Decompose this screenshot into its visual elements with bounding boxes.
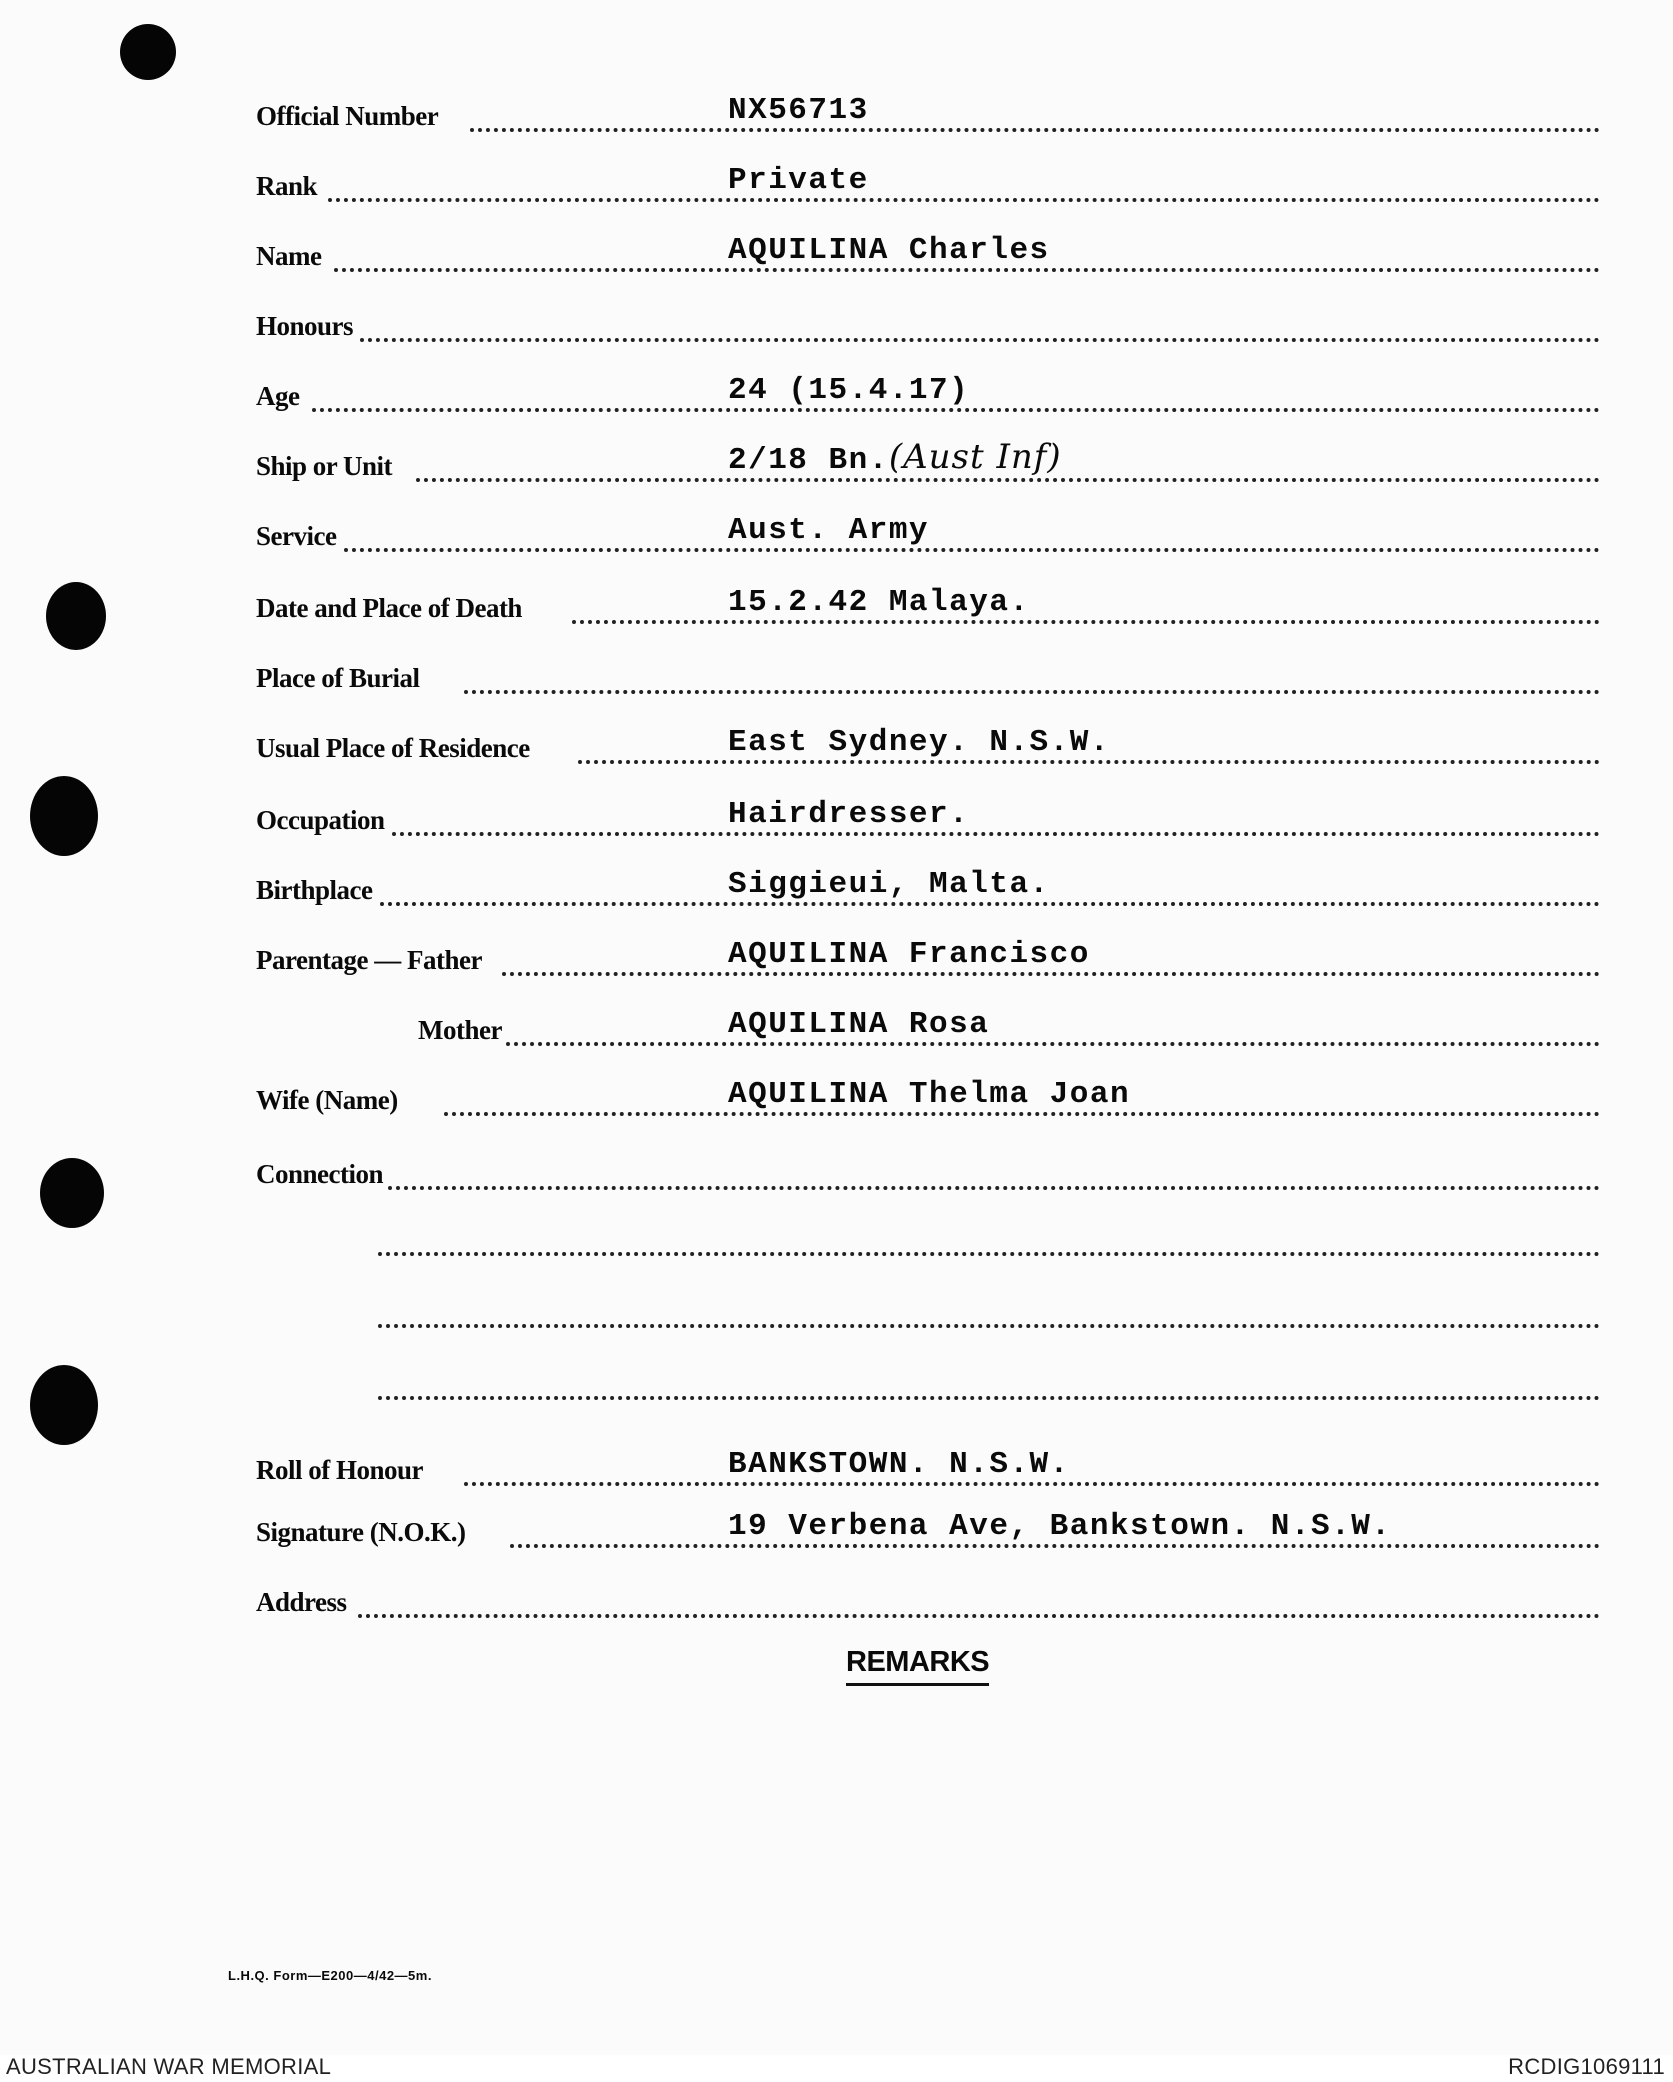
field-father <box>256 936 1600 980</box>
field-label: Rank <box>256 171 318 201</box>
field-value: Aust. Army <box>728 513 930 548</box>
field-roll-of-honour <box>256 1446 1600 1490</box>
dotted-line <box>360 334 1600 342</box>
field-value: AQUILINA Francisco <box>728 937 1090 972</box>
field-wife <box>256 1076 1600 1120</box>
field-label: Usual Place of Residence <box>256 733 530 763</box>
field-value: 24 (15.4.17) <box>728 373 970 408</box>
handwritten-annotation: (Aust Inf) <box>888 437 1062 477</box>
field-label: Official Number <box>256 101 439 131</box>
field-label: Date and Place of Death <box>256 593 522 623</box>
connection-continuation-line <box>378 1324 1600 1328</box>
field-label: Honours <box>256 311 354 341</box>
field-value: Hairdresser. <box>728 797 970 832</box>
field-official-number <box>256 92 1600 136</box>
dotted-line <box>506 1038 1600 1046</box>
field-label: Service <box>256 521 337 551</box>
field-label: Wife (Name) <box>256 1085 398 1115</box>
field-value: Siggieui, Malta. <box>728 867 1050 902</box>
field-value: Private <box>728 163 869 198</box>
field-signature-nok <box>256 1508 1600 1552</box>
dotted-line <box>392 828 1600 836</box>
field-value: 15.2.42 Malaya. <box>728 585 1030 620</box>
dotted-line <box>328 194 1600 202</box>
field-value: BANKSTOWN. N.S.W. <box>728 1447 1070 1482</box>
punch-hole-4 <box>40 1158 104 1228</box>
field-label: Age <box>256 381 300 411</box>
field-usual-residence <box>256 724 1600 768</box>
archive-credit: AUSTRALIAN WAR MEMORIAL <box>6 2054 332 2079</box>
field-value <box>728 437 1062 478</box>
punch-hole-2 <box>46 582 106 650</box>
remarks-heading: REMARKS <box>846 1646 989 1686</box>
archive-reference-id: RCDIG1069111 <box>1508 2054 1665 2079</box>
field-value: NX56713 <box>728 93 869 128</box>
field-label: Occupation <box>256 805 385 835</box>
field-date-place-of-death <box>256 584 1600 628</box>
field-mother <box>256 1006 1600 1050</box>
connection-continuation-line <box>378 1252 1600 1256</box>
field-label: Name <box>256 241 322 271</box>
field-service <box>256 512 1600 556</box>
field-occupation <box>256 796 1600 840</box>
field-label: Connection <box>256 1159 384 1189</box>
field-label: Mother <box>418 1015 502 1045</box>
field-label: Birthplace <box>256 875 373 905</box>
field-age <box>256 372 1600 416</box>
field-name <box>256 232 1600 276</box>
dotted-line <box>572 616 1600 624</box>
field-label: Roll of Honour <box>256 1455 424 1485</box>
dotted-line <box>358 1610 1600 1618</box>
punch-hole-3 <box>30 776 98 856</box>
field-label: Parentage — Father <box>256 945 482 975</box>
field-value: AQUILINA Charles <box>728 233 1050 268</box>
field-honours <box>256 302 1600 346</box>
field-value: 19 Verbena Ave, Bankstown. N.S.W. <box>728 1509 1392 1544</box>
field-value: AQUILINA Thelma Joan <box>728 1077 1131 1112</box>
form-code: L.H.Q. Form—E200—4/42—5m. <box>228 1968 432 1983</box>
unit-typed-value: 2/18 Bn. <box>728 443 889 478</box>
field-birthplace <box>256 866 1600 910</box>
field-place-of-burial <box>256 654 1600 698</box>
field-label: Signature (N.O.K.) <box>256 1517 466 1547</box>
dotted-line <box>344 544 1600 552</box>
field-value: AQUILINA Rosa <box>728 1007 990 1042</box>
field-value: East Sydney. N.S.W. <box>728 725 1110 760</box>
field-address <box>256 1578 1600 1622</box>
field-label: Place of Burial <box>256 663 420 693</box>
dotted-line <box>470 124 1600 132</box>
dotted-line <box>388 1182 1600 1190</box>
field-label: Address <box>256 1587 347 1617</box>
punch-hole-top <box>120 24 176 80</box>
connection-continuation-line <box>378 1396 1600 1400</box>
field-ship-or-unit <box>256 437 1600 486</box>
punch-hole-5 <box>30 1365 98 1445</box>
field-connection <box>256 1150 1600 1194</box>
field-label: Ship or Unit <box>256 451 393 481</box>
field-rank <box>256 162 1600 206</box>
dotted-line <box>464 686 1600 694</box>
